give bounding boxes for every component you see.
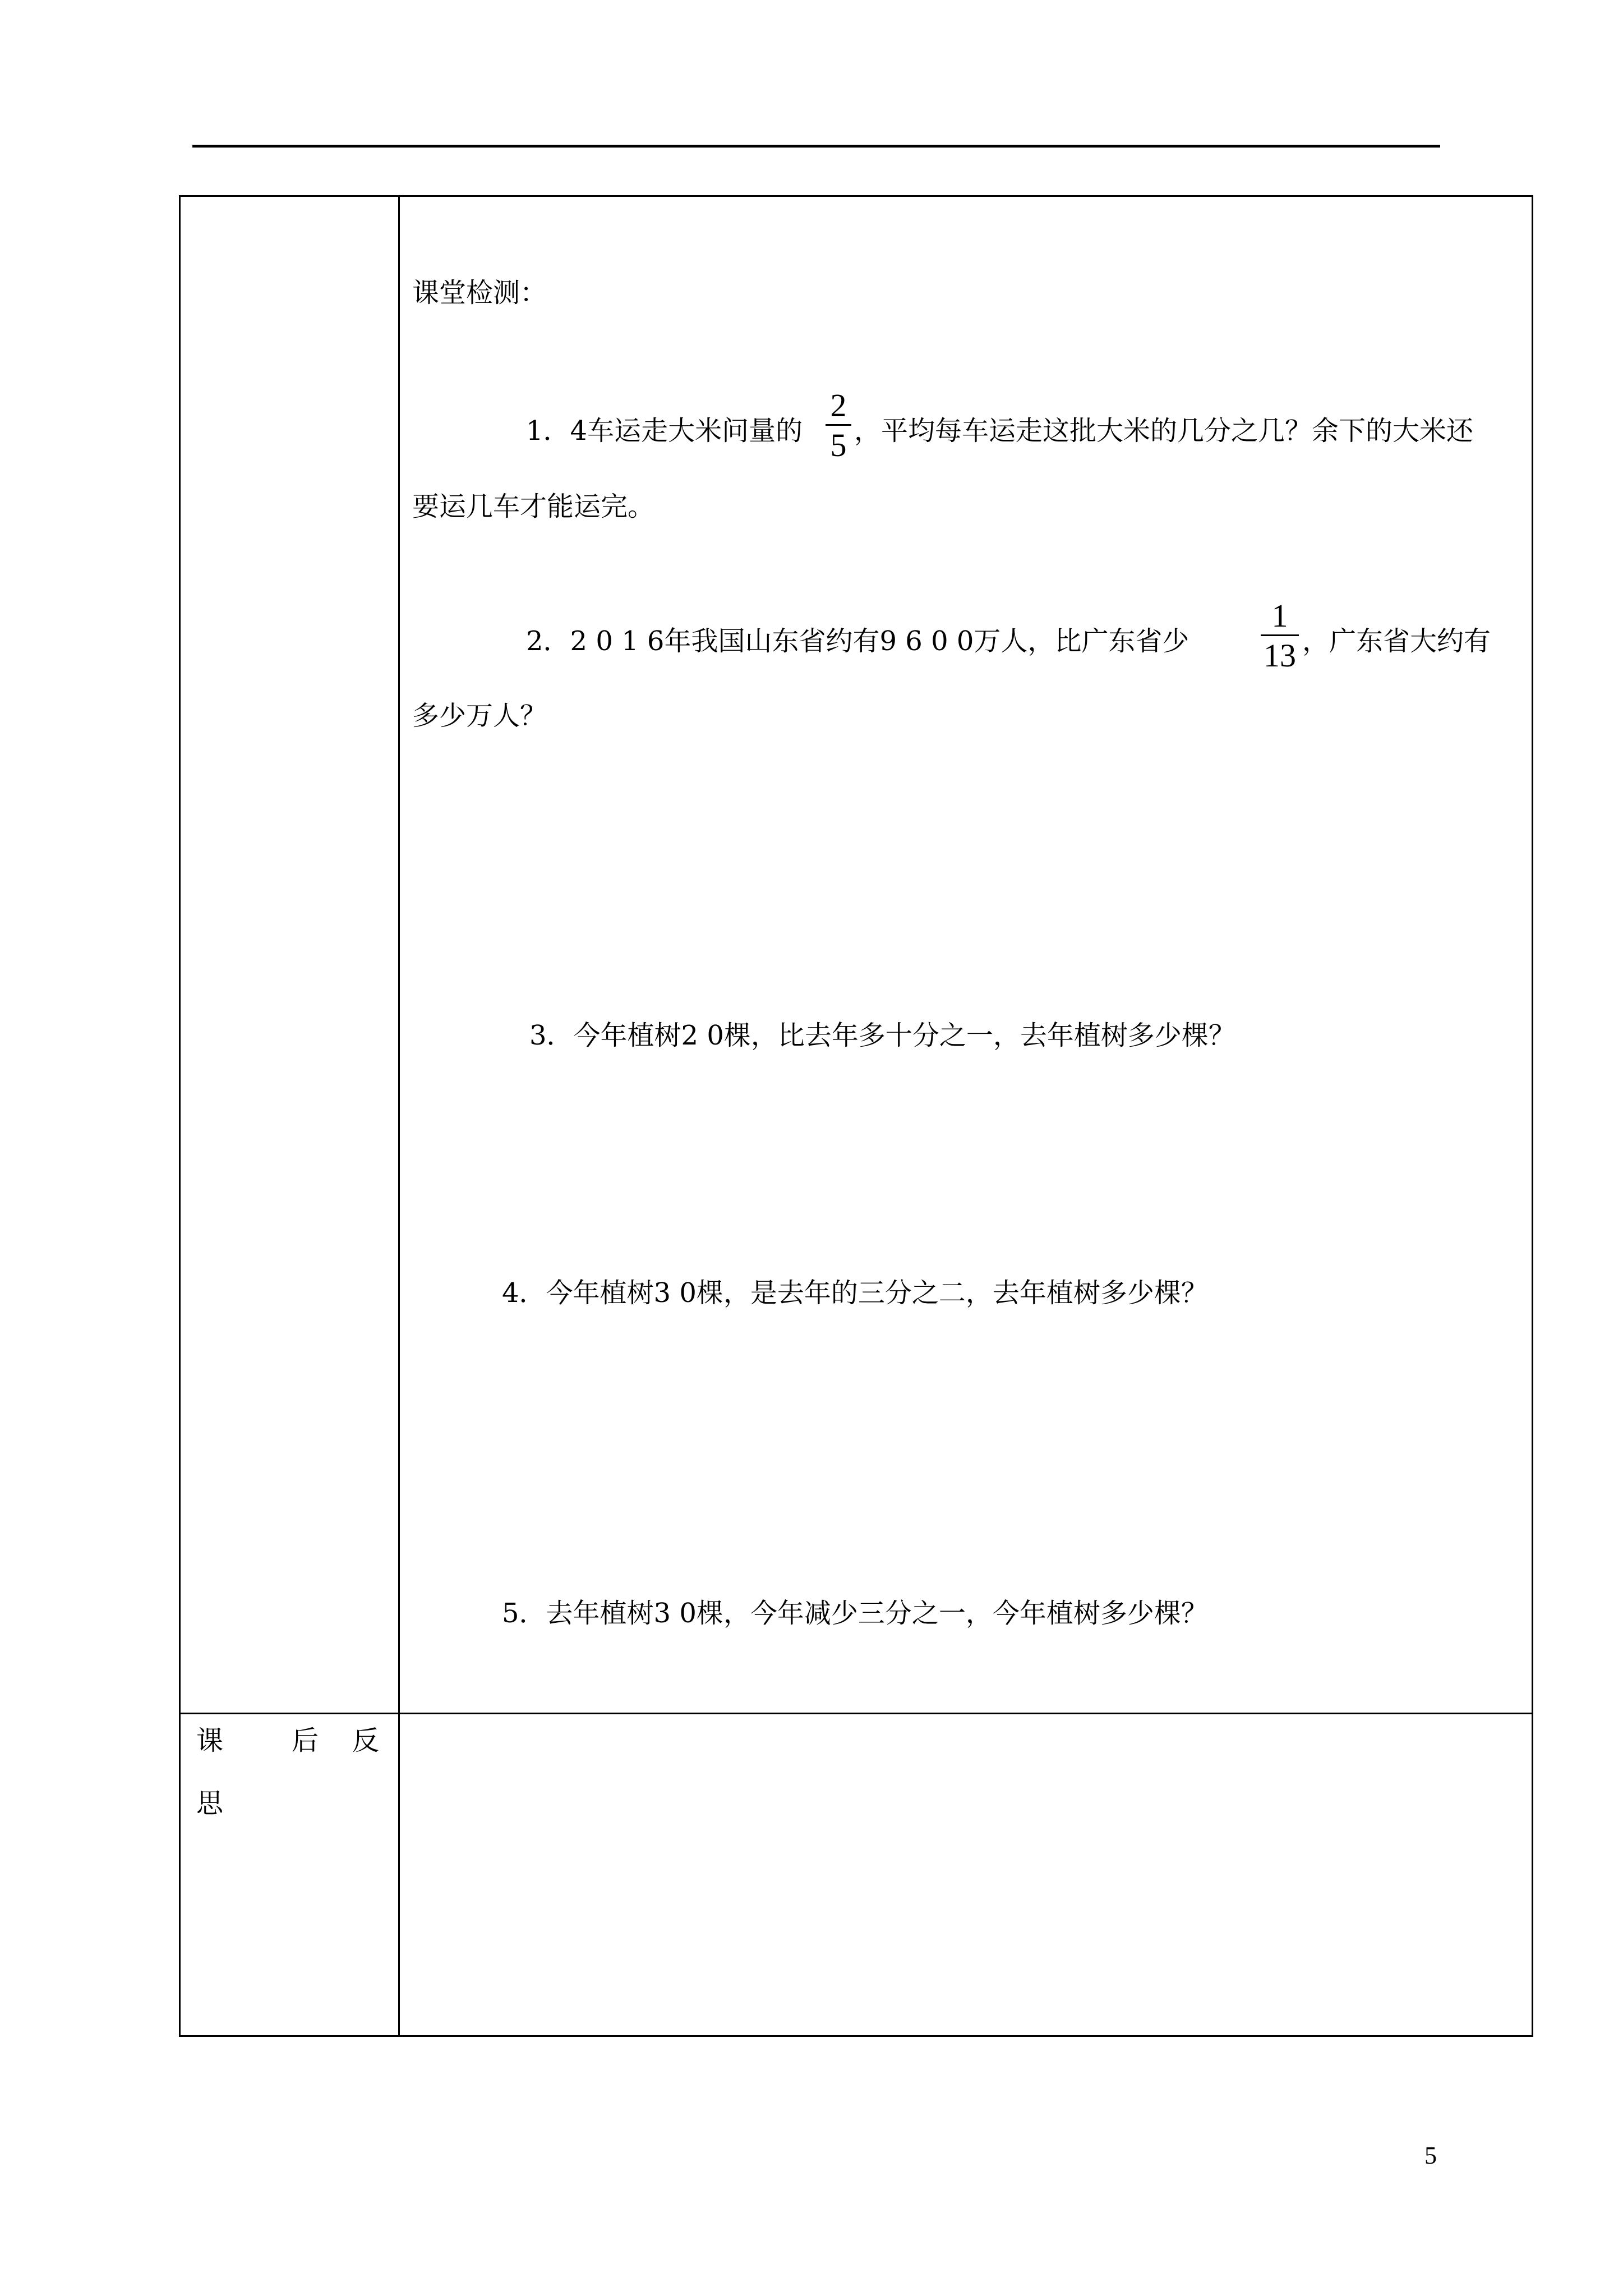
question-1-text-end: ，平均每车运走这批大米的几分之几？余下的大米还 bbox=[854, 415, 1474, 447]
question-1-fraction bbox=[826, 388, 851, 463]
question-2-text-end: ，广东省大约有 bbox=[1302, 625, 1491, 657]
question-2-text-line2: 多少万人？ bbox=[412, 700, 547, 731]
question-1-fraction-numerator: 2 bbox=[830, 387, 847, 424]
question-2-fraction-bar bbox=[1261, 634, 1299, 636]
question-2-text-start: 2．2 0 1 6年我国山东省约有9 6 0 0万人，比广东省少 bbox=[526, 625, 1189, 657]
question-2-fraction-denominator: 13 bbox=[1264, 637, 1296, 674]
column-divider bbox=[398, 197, 400, 2035]
question-2-fraction-numerator: 1 bbox=[1271, 597, 1288, 634]
reflection-label-char-3: 反 bbox=[352, 1725, 380, 1756]
reflection-label-char-1: 课 bbox=[196, 1725, 224, 1756]
row-divider bbox=[181, 1713, 1532, 1714]
question-1-text-start: 1．4车运走大米问量的 bbox=[526, 415, 803, 447]
question-1-fraction-bar bbox=[826, 424, 851, 426]
question-1-text-line2: 要运几车才能运完。 bbox=[412, 491, 655, 522]
section-title: 课堂检测： bbox=[412, 277, 547, 309]
question-5-text: 5．去年植树3 0棵，今年减少三分之一，今年植树多少棵？ bbox=[502, 1598, 1208, 1629]
reflection-label-char-4: 思 bbox=[196, 1788, 224, 1819]
question-2-fraction bbox=[1261, 599, 1299, 673]
lesson-table bbox=[179, 195, 1533, 2037]
question-3-text: 3．今年植树2 0棵，比去年多十分之一，去年植树多少棵？ bbox=[529, 1020, 1235, 1051]
reflection-label-char-2: 后 bbox=[292, 1725, 319, 1756]
question-1-fraction-denominator: 5 bbox=[830, 427, 847, 463]
page-number: 5 bbox=[1424, 2142, 1437, 2169]
question-4-text: 4．今年植树3 0棵，是去年的三分之二，去年植树多少棵？ bbox=[502, 1277, 1208, 1309]
header-rule bbox=[192, 145, 1440, 148]
